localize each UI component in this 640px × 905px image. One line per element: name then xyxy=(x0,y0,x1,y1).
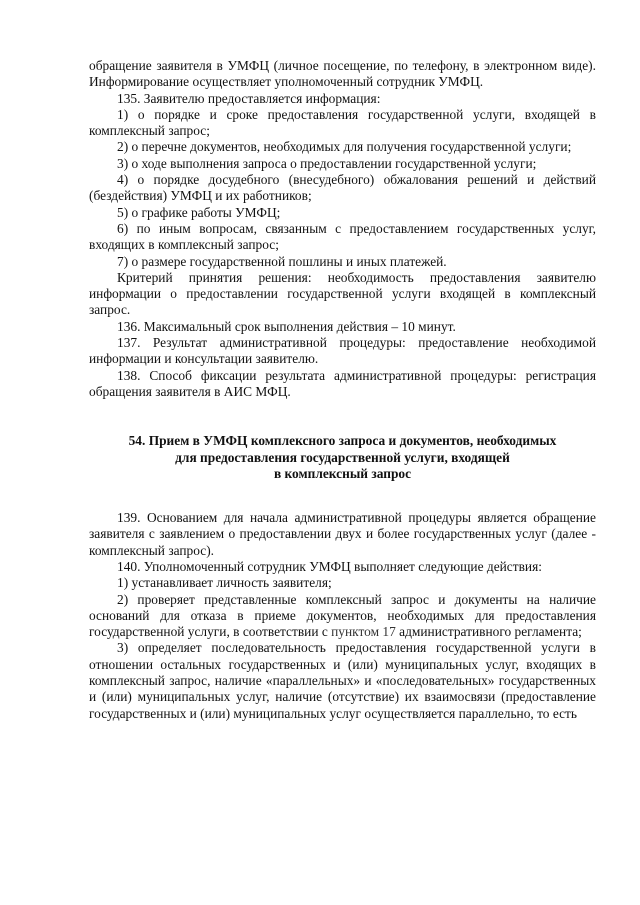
list-item-info-5: 5) о графике работы УМФЦ; xyxy=(117,204,281,220)
list-item-info-3: 3) о ходе выполнения запроса о предоставлении государственной услуги; xyxy=(117,155,537,171)
paragraph-137: 137. Результат административной процедуры: предоставление необходимой информации и консультации заявителю. xyxy=(89,335,596,367)
paragraph-continuation: обращение заявителя в УМФЦ (личное посещение, по телефону, в электронном виде). Информирование осуществляет уполномоченный сотрудник УМФЦ. xyxy=(89,58,596,90)
paragraph-140: 140. Уполномоченный сотрудник УМФЦ выполняет следующие действия: xyxy=(117,558,542,574)
list-item-info-4: 4) о порядке досудебного (внесудебного) обжалования решений и действий (бездействия) УМФЦ и их работников; xyxy=(89,172,596,204)
list-item-action-1: 1) устанавливает личность заявителя; xyxy=(117,575,332,591)
section-heading-line-2: для предоставления государственной услуги, входящей xyxy=(175,449,510,465)
section-heading-line-3: в комплексный запрос xyxy=(273,466,412,482)
list-item-action-2 xyxy=(89,592,596,641)
regulation-point-link[interactable]: пунктом 17 xyxy=(331,624,396,640)
paragraph-criterion: Критерий принятия решения: необходимость предоставления заявителю информации о предоставлении государственной услуги входящей в комплексный запрос. xyxy=(89,269,596,318)
list-item-info-2: 2) о перечне документов, необходимых для получения государственной услуги; xyxy=(117,139,572,155)
spacer xyxy=(89,483,596,510)
list-item-action-3: 3) определяет последовательность предоставления государственной услуги в отношении остальных государственных и (или) муниципальных услуг, входящих в комплексный запрос, наличие «параллельных» и «последовательных» государственных и (или) муниципальных услуг, наличие (отсутствие) их взаимосвязи (предоставление государственных и (или) муниципальных услуг осуществляется параллельно, то есть xyxy=(89,640,596,721)
list-item-info-1: 1) о порядке и сроке предоставления государственной услуги, входящей в комплексный запрос; xyxy=(89,106,596,139)
section-heading xyxy=(89,433,596,483)
paragraph-135: 135. Заявителю предоставляется информация: xyxy=(117,90,381,106)
section-heading-line-1: 54. Прием в УМФЦ комплексного запроса и документов, необходимых xyxy=(128,433,557,449)
paragraph-136: 136. Максимальный срок выполнения действия – 10 минут. xyxy=(117,318,456,334)
spacer xyxy=(89,400,596,433)
action-2-text: 2) проверяет представленные комплексный запрос и документы на наличие оснований для отказа в приеме документов, необходимых для предоставления государственной услуги, в соответствии с xyxy=(89,591,596,640)
list-item-info-6: 6) по иным вопросам, связанным с предоставлением государственных услуг, входящих в комплексный запрос; xyxy=(89,220,596,253)
action-2-text-end: административного регламента; xyxy=(395,624,582,640)
paragraph-139: 139. Основанием для начала административной процедуры является обращение заявителя с заявлением о предоставлении двух и более государственных услуг (далее - комплексный запрос). xyxy=(89,510,596,558)
list-item-info-7: 7) о размере государственной пошлины и иных платежей. xyxy=(117,253,447,269)
paragraph-138: 138. Способ фиксации результата административной процедуры: регистрация обращения заявителя в АИС МФЦ. xyxy=(89,367,596,399)
